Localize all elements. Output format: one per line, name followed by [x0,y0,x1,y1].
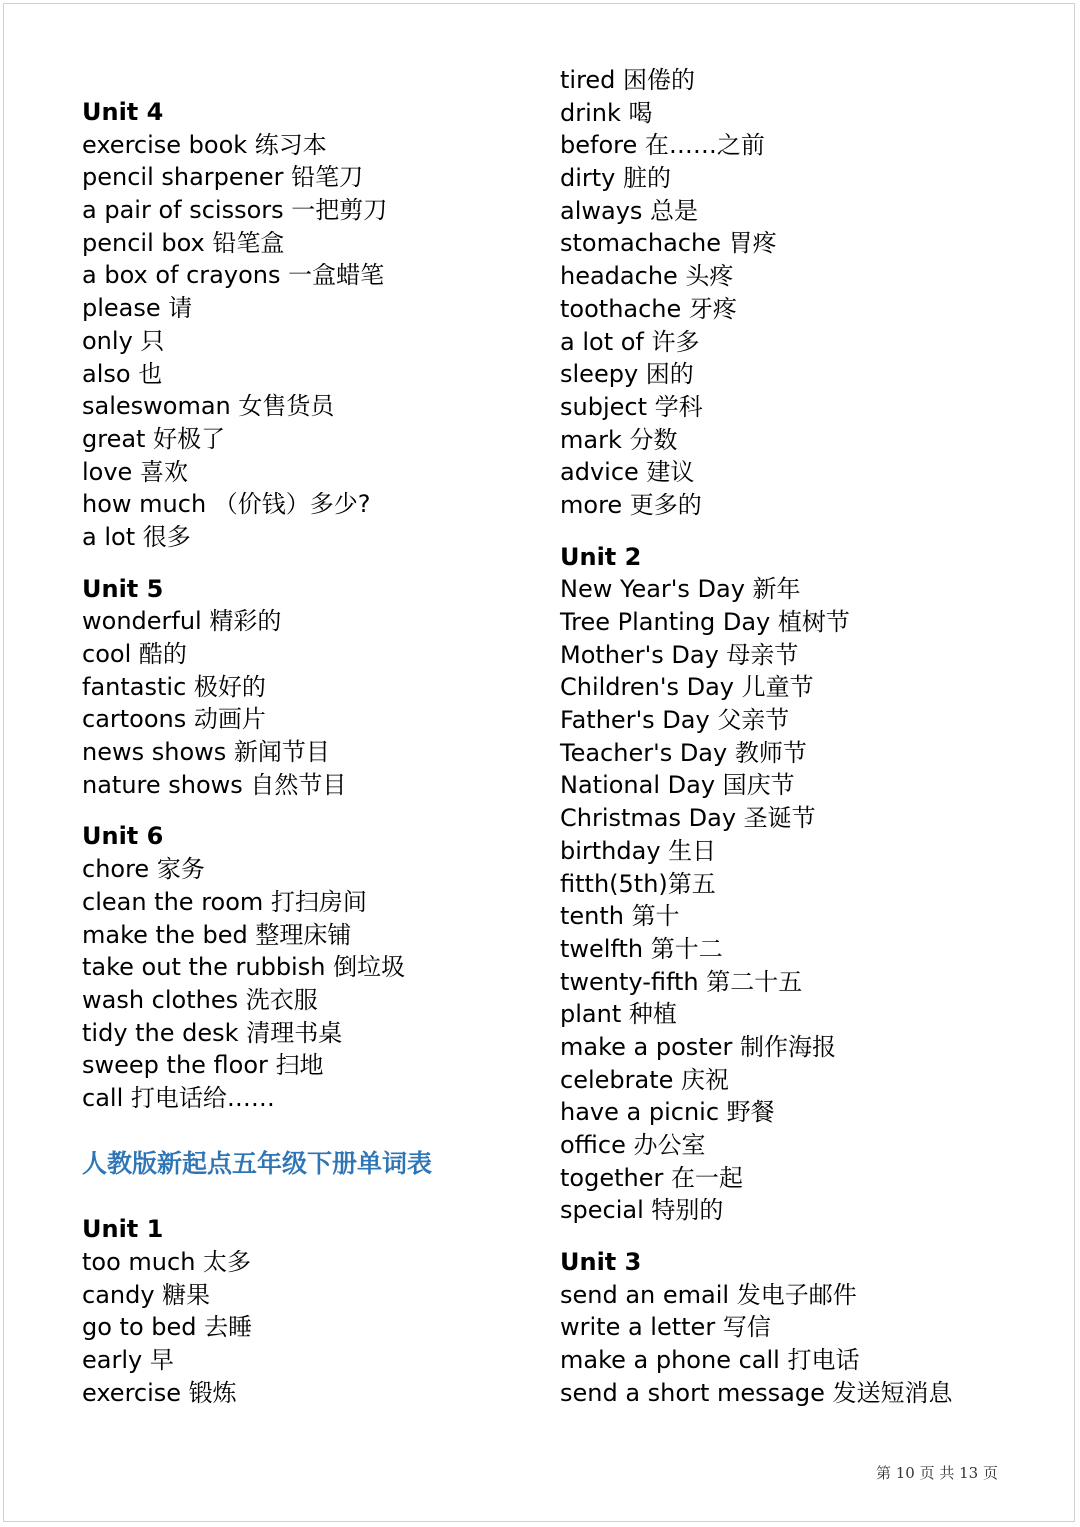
unit-5-title: Unit 5 [82,574,164,603]
word-entry: stomachache 胃疼 [560,229,777,258]
word-entry: write a letter 写信 [560,1313,771,1342]
word-entry: celebrate 庆祝 [560,1065,730,1094]
unit-3-title: Unit 3 [560,1248,642,1277]
word-entry: wash clothes 洗衣服 [82,985,318,1014]
word-entry: a pair of scissors 一把剪刀 [82,196,388,225]
word-entry: office 办公室 [560,1131,706,1159]
word-entry: fitth(5th)第五 [560,869,716,898]
unit-1-continued-word-list [560,64,1030,522]
word-entry: Father's Day 父亲节 [560,706,790,735]
spacer [82,554,552,573]
word-entry: nature shows 自然节目 [82,770,347,799]
spacer [82,1115,552,1148]
word-entry: call 打电话给…… [82,1083,275,1112]
unit-3-word-list [560,1279,1030,1410]
word-entry: special 特别的 [560,1196,724,1225]
word-entry: always 总是 [560,196,699,225]
word-entry: birthday 生日 [560,836,717,865]
word-entry: twenty-fifth 第二十五 [560,967,803,996]
word-entry: make the bed 整理床铺 [82,920,352,949]
word-entry: before 在……之前 [560,131,765,160]
word-entry: sleepy 困的 [560,360,694,389]
word-entry: a box of crayons 一盒蜡笔 [82,261,385,290]
word-entry: clean the room 打扫房间 [82,887,367,916]
word-entry: chore 家务 [82,855,205,884]
unit-2-title: Unit 2 [560,542,642,571]
word-entry: fantastic 极好的 [82,672,266,701]
word-entry: exercise 锻炼 [82,1378,237,1407]
word-entry: pencil box 铅笔盒 [82,228,285,257]
page-number-footer: 第 10 页 共 13 页 [875,1464,998,1482]
word-entry: Mother's Day 母亲节 [560,640,799,669]
word-entry: a lot 很多 [82,522,191,551]
word-entry: Tree Planting Day 植树节 [560,608,850,636]
word-entry: candy 糖果 [82,1280,211,1309]
word-entry: subject 学科 [560,392,703,421]
word-entry: news shows 新闻节目 [82,738,330,767]
word-entry: dirty 脏的 [560,164,672,193]
unit-6-word-list [82,853,552,1115]
word-entry: more 更多的 [560,490,702,519]
word-entry: mark 分数 [560,425,678,454]
word-entry: also 也 [82,359,163,388]
word-entry: make a phone call 打电话 [560,1346,860,1375]
word-entry: plant 种植 [560,1000,677,1029]
word-entry: Children's Day 儿童节 [560,673,814,702]
word-entry: please 请 [82,294,193,323]
word-entry: drink 喝 [560,98,653,127]
word-entry: Teacher's Day 教师节 [560,738,807,767]
word-entry: early 早 [82,1346,174,1375]
word-entry: go to bed 去睡 [82,1313,253,1342]
word-entry: wonderful 精彩的 [82,607,282,636]
word-entry: twelfth 第十二 [560,934,723,963]
word-entry: toothache 牙疼 [560,294,737,323]
word-entry: New Year's Day 新年 [560,575,801,604]
word-entry: National Day 国庆节 [560,771,795,800]
word-entry: send a short message 发送短消息 [560,1378,953,1407]
word-entry: pencil sharpener 铅笔刀 [82,163,364,192]
word-entry: tired 困倦的 [560,66,696,94]
word-entry: a lot of 许多 [560,327,700,356]
right-column [560,64,1030,1410]
section-title: 人教版新起点五年级下册单词表 [82,1148,433,1178]
word-entry: tidy the desk 清理书桌 [82,1018,343,1047]
spacer [82,1180,552,1213]
unit-2-word-list [560,573,1030,1227]
word-entry: sweep the floor 扫地 [82,1051,324,1080]
word-entry: exercise book 练习本 [82,130,327,159]
word-entry: headache 头疼 [560,262,734,291]
word-entry: love 喜欢 [82,457,188,486]
unit-1-title: Unit 1 [82,1215,164,1244]
spacer [82,801,552,820]
word-entry: great 好极了 [82,424,226,453]
word-entry: tenth 第十 [560,902,680,931]
word-entry: only 只 [82,326,165,355]
spacer [560,1227,1030,1246]
word-entry: how much （价钱）多少? [82,490,371,519]
word-entry: make a poster 制作海报 [560,1032,836,1061]
word-entry: together 在一起 [560,1163,743,1192]
word-entry: send an email 发电子邮件 [560,1280,857,1309]
unit-1-word-list [82,1246,552,1409]
left-column [82,96,552,1409]
spacer [560,522,1030,541]
unit-6-title: Unit 6 [82,822,164,851]
word-entry: cool 酷的 [82,640,187,668]
unit-4-word-list [82,129,552,554]
word-entry: advice 建议 [560,458,695,487]
word-entry: too much 太多 [82,1248,252,1276]
word-entry: saleswoman 女售货员 [82,392,335,421]
word-entry: take out the rubbish 倒垃圾 [82,953,406,982]
word-entry: cartoons 动画片 [82,705,266,734]
unit-4-title: Unit 4 [82,98,164,126]
unit-5-word-list [82,605,552,801]
word-entry: have a picnic 野餐 [560,1098,775,1127]
word-entry: Christmas Day 圣诞节 [560,804,816,833]
